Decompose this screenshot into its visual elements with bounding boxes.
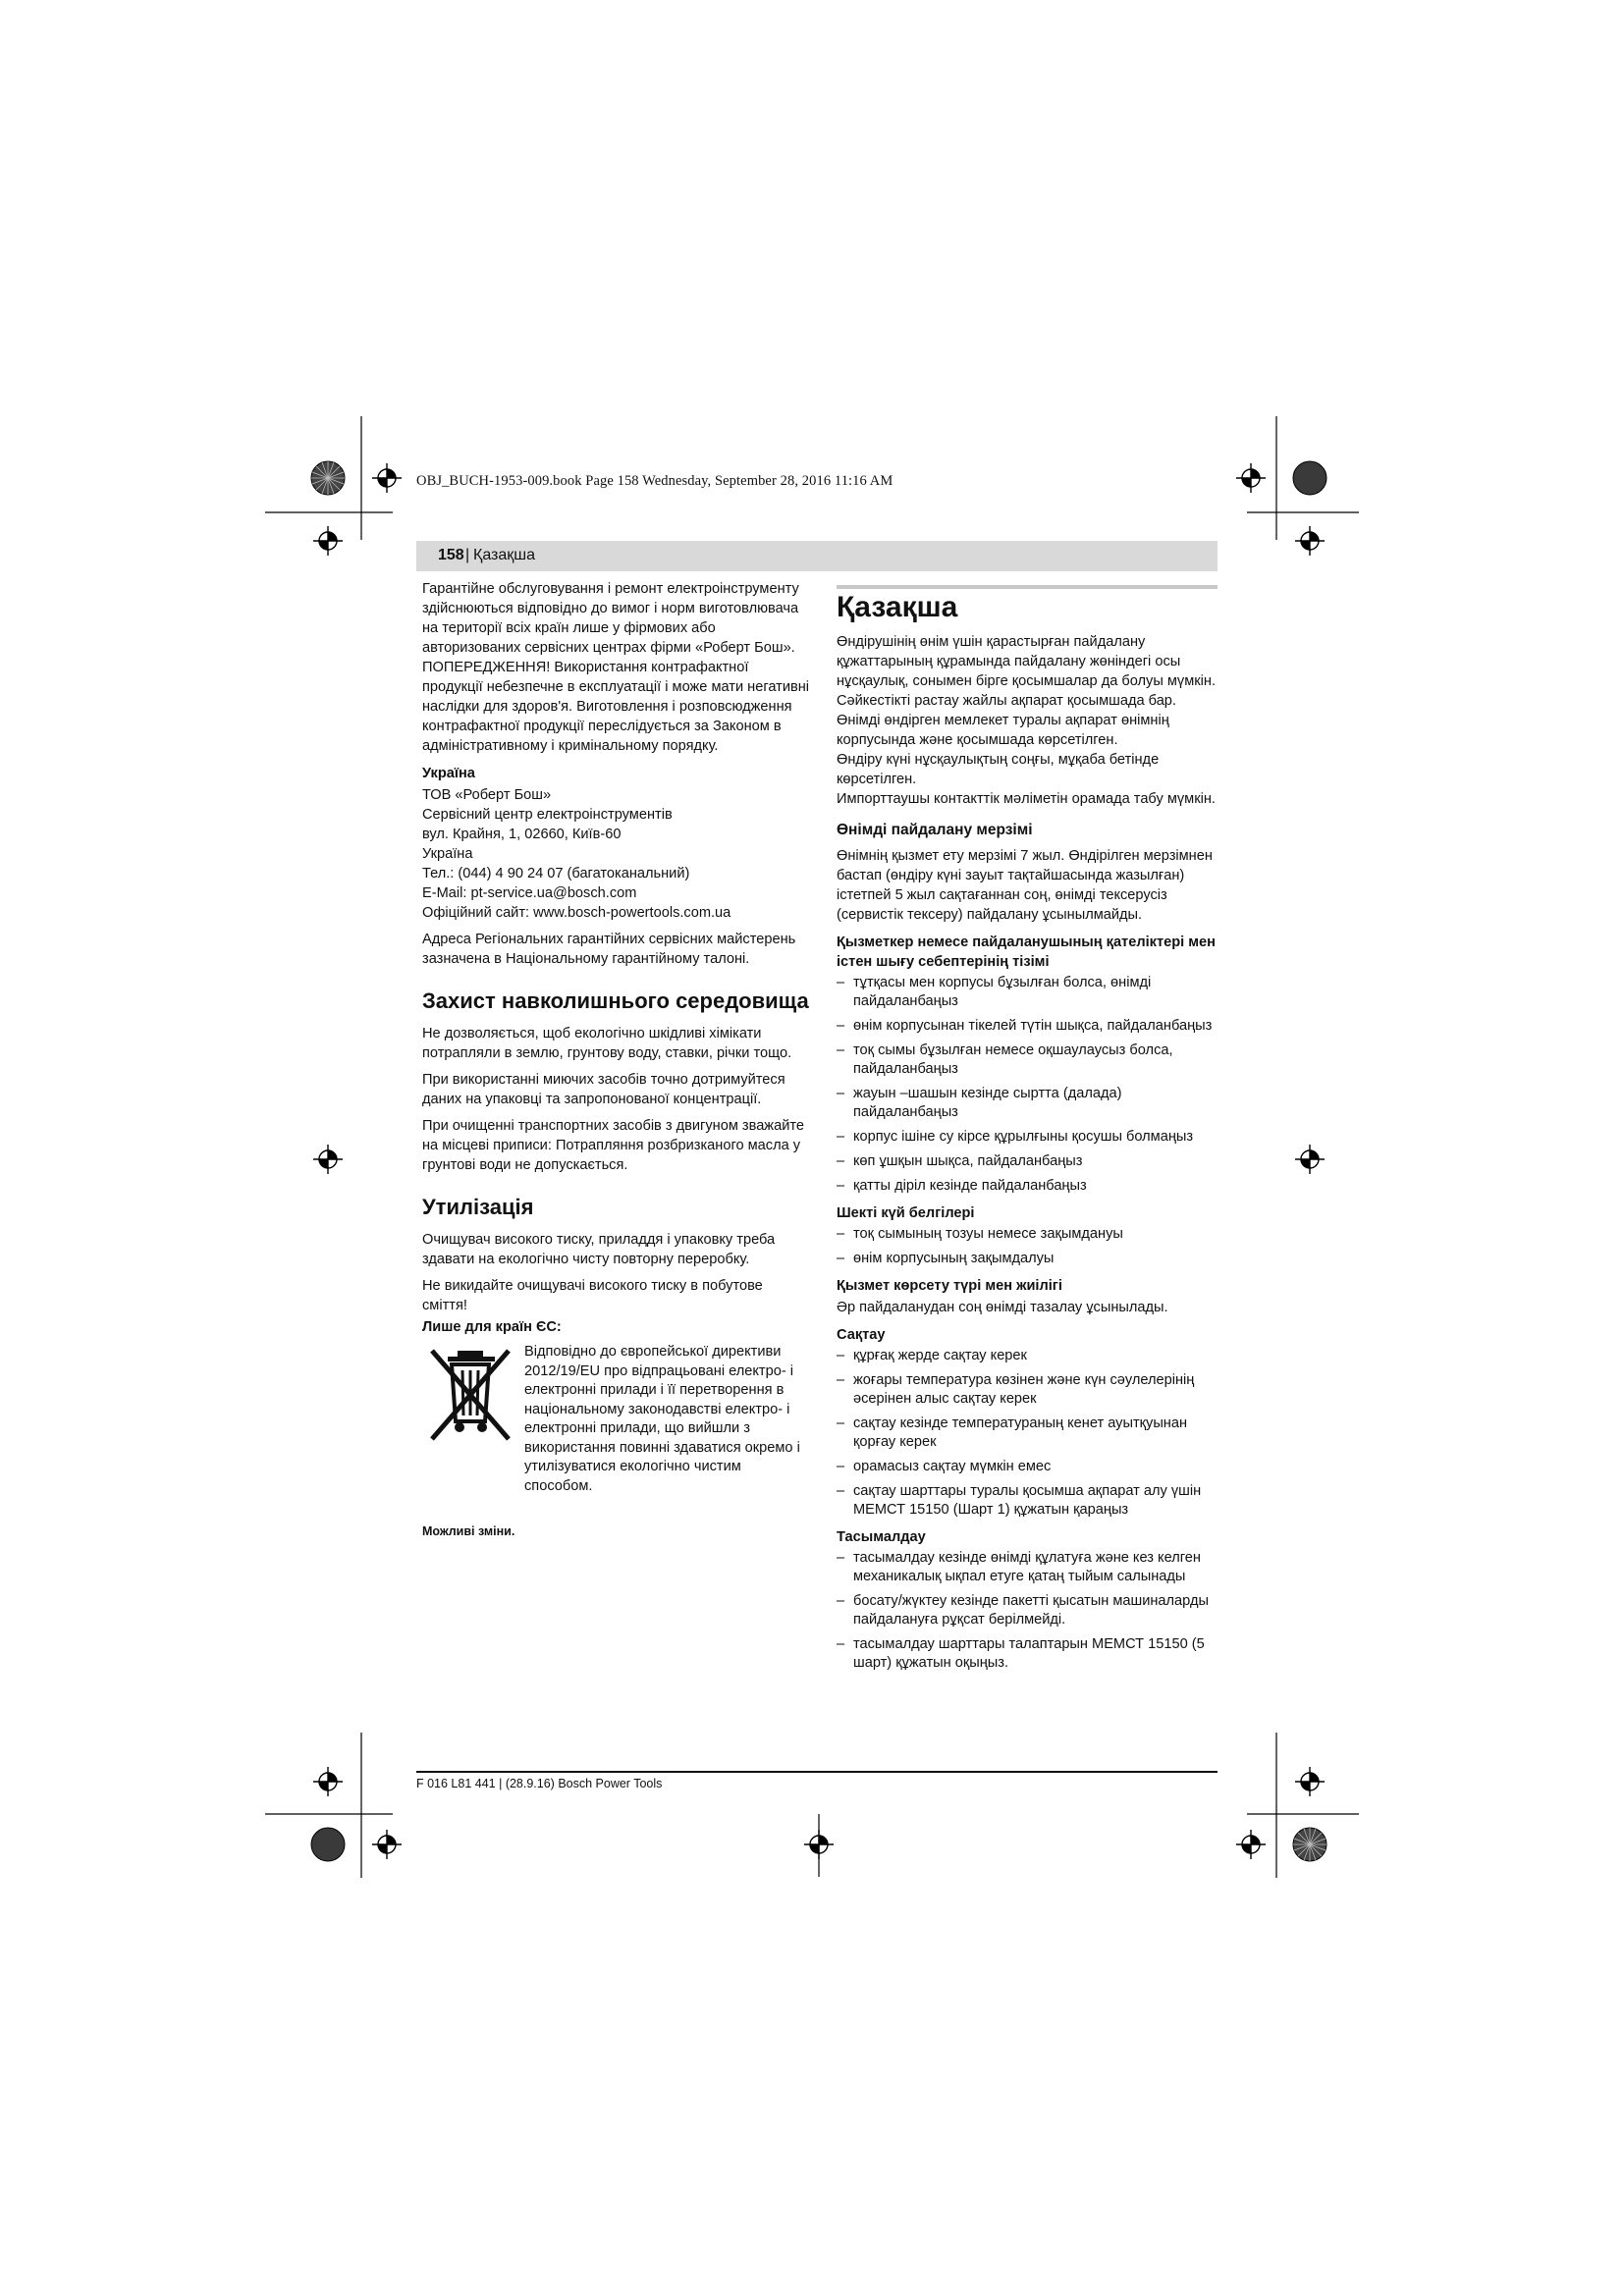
page-footer: F 016 L81 441 | (28.9.16) Bosch Power Tools xyxy=(416,1777,663,1790)
environment-paragraph: При використанні миючих засобів точно дотримуйтеся даних на упаковці та запропонованої концентрації. xyxy=(422,1072,785,1107)
environment-heading: Захист навколишнього середовища xyxy=(422,988,809,1013)
list-item: – жауын –шашын кезінде сыртта (далада) пайдаланбаңыз xyxy=(837,1086,1122,1120)
transport-heading: Тасымалдау xyxy=(837,1529,926,1545)
list-item: – корпус ішіне су кірсе құрылғыны қосушы болмаңыз xyxy=(837,1129,1194,1145)
address-line: E-Mail: pt-service.ua@bosch.com xyxy=(422,885,637,901)
list-item: – сақтау кезінде температураның кенет ауытқуынан қорғау керек xyxy=(837,1415,1188,1450)
faults-heading: Қызметкер немесе пайдаланушының қателіктері мен істен шығу себептерінің тізімі xyxy=(837,934,1216,970)
intro-line: Өндірушінің өнім үшін қарастырған пайдалану құжаттарының құрамында пайдалану жөніндегі осы нұсқаулық, сонымен бірге қосымшалар да болуы мүмкін. xyxy=(837,634,1216,689)
list-item: – тасымалдау шарттары талаптарын МЕМСТ 15150 (5 шарт) құжатын оқыңыз. xyxy=(837,1636,1205,1671)
list-item: – тұтқасы мен корпусы бұзылған болса, өнімді пайдаланбаңыз xyxy=(837,975,1152,1009)
print-slug: OBJ_BUCH-1953-009.book Page 158 Wednesday, September 28, 2016 11:16 AM xyxy=(416,473,893,489)
warranty-paragraph: Гарантійне обслуговування і ремонт електроінструменту здійснюються відповідно до вимог і норм виготовлювача на території всіх країн лише у фірмових або авторизованих сервісних центрах фірми «Роберт Бош». ПОПЕРЕДЖЕННЯ! Використання контрафактної продукції небезпечне в експлуатації і може мати негативні наслідки для здоров'я. Виготовлення і розповсюдження контрафактної продукції переслідується за Законом в адміністративному і кримінальному порядку. xyxy=(422,581,810,754)
list-item: – босату/жүктеу кезінде пакетті қысатын машиналарды пайдалануға рұқсат берілмейді. xyxy=(837,1593,1209,1628)
ukraine-heading: Україна xyxy=(422,766,475,781)
section-title: Қазақша xyxy=(837,591,958,623)
transport-list xyxy=(837,1549,1221,1673)
disposal-paragraph: Не викидайте очищувачі високого тиску в побутове сміття! xyxy=(422,1278,763,1313)
weee-block xyxy=(422,1343,810,1496)
page-number: 158 xyxy=(438,547,464,563)
weee-text: Відповідно до європейської директиви 2012/19/EU про відпрацьовані електро- і електронні прилади і її перетворення в національному законодавстві електро- і електронні прилади, що вийшли з використання повинні здаватися окремо і утилізуватися екологічно чистим способом. xyxy=(524,1344,800,1494)
address-line: Сервісний центр електроінструментів xyxy=(422,807,673,823)
eu-heading: Лише для країн ЄС: xyxy=(422,1319,562,1335)
list-item: – орамасыз сақтау мүмкін емес xyxy=(837,1459,1052,1474)
left-column xyxy=(422,579,810,1541)
changes-note: Можливі зміни. xyxy=(422,1524,515,1538)
service-type-heading: Қызмет көрсету түрі мен жиілігі xyxy=(837,1278,1062,1294)
list-item: – құрғақ жерде сақтау керек xyxy=(837,1348,1027,1363)
intro-line: Өндіру күні нұсқаулықтың соңғы, мұқаба бетінде көрсетілген. xyxy=(837,752,1160,787)
limit-states-heading: Шекті күй белгілері xyxy=(837,1205,975,1221)
footer-rule xyxy=(416,1771,1218,1773)
page-header xyxy=(416,541,1218,571)
address-line: Тел.: (044) 4 90 24 07 (багатоканальний) xyxy=(422,866,690,881)
service-type-paragraph: Әр пайдаланудан соң өнімді тазалау ұсынылады. xyxy=(837,1300,1168,1315)
list-item: – жоғары температура көзінен және күн сәулелерінің әсерінен алыс сақтау керек xyxy=(837,1372,1195,1407)
list-item: – тоқ сымы бұзылған немесе оқшаулаусыз болса, пайдаланбаңыз xyxy=(837,1042,1173,1077)
address-line: Україна xyxy=(422,846,473,862)
disposal-heading: Утилізація xyxy=(422,1195,534,1219)
limit-states-list xyxy=(837,1225,1221,1268)
address-line: ТОВ «Роберт Бош» xyxy=(422,787,552,803)
storage-list xyxy=(837,1347,1221,1520)
list-item: – көп ұшқын шықса, пайдаланбаңыз xyxy=(837,1153,1083,1169)
regional-paragraph: Адреса Регіональних гарантійних сервісних майстерень зазначена в Національному гарантійному талоні. xyxy=(422,932,796,967)
header-separator: | xyxy=(465,547,470,563)
address-line: Офіційний сайт: www.bosch-powertools.com.ua xyxy=(422,905,731,921)
environment-paragraph: При очищенні транспортних засобів з двигуном зважайте на місцеві приписи: Потрапляння розбризканого масла у грунтові води не допускається. xyxy=(422,1118,804,1173)
list-item: – тасымалдау кезінде өнімді құлатуға және кез келген механикалық ықпал етуге қатаң тыйым салынады xyxy=(837,1550,1201,1584)
crossed-bin-icon xyxy=(426,1345,518,1443)
right-column xyxy=(837,589,1221,1679)
list-item: – тоқ сымының тозуы немесе зақымдануы xyxy=(837,1226,1123,1242)
list-item: – өнім корпусының зақымдалуы xyxy=(837,1251,1055,1266)
header-section: Қазақша xyxy=(473,547,536,563)
service-life-paragraph: Өнімнің қызмет ету мерзімі 7 жыл. Өндірілген мерзімнен бастап (өндіру күні зауыт тақтайшасында жазылған) істетпей 5 жыл сақтағаннан соң, өнімді тексерусіз (сервистік тексеру) пайдалану ұсынылмайды. xyxy=(837,848,1213,923)
intro-block xyxy=(837,632,1221,809)
address-line: вул. Крайня, 1, 02660, Київ-60 xyxy=(422,827,622,842)
faults-list xyxy=(837,974,1221,1196)
intro-line: Сәйкестікті растау жайлы ақпарат қосымшада бар. xyxy=(837,693,1176,709)
intro-line: Импорттаушы контакттік мәліметін орамада табу мүмкін. xyxy=(837,791,1216,807)
environment-paragraph: Не дозволяється, щоб екологічно шкідливі хімікати потрапляли в землю, грунтову воду, ставки, річки тощо. xyxy=(422,1026,792,1061)
intro-line: Өнімді өндірген мемлекет туралы ақпарат өнімнің корпусында және қосымшада көрсетілген. xyxy=(837,713,1169,748)
list-item: – сақтау шарттары туралы қосымша ақпарат алу үшін МЕМСТ 15150 (Шарт 1) құжатын қараңыз xyxy=(837,1483,1202,1518)
list-item: – өнім корпусынан тікелей түтін шықса, пайдаланбаңыз xyxy=(837,1018,1213,1034)
address-block xyxy=(422,785,810,923)
list-item: – қатты діріл кезінде пайдаланбаңыз xyxy=(837,1178,1087,1194)
disposal-paragraph: Очищувач високого тиску, приладдя і упаковку треба здавати на екологічно чисту повторну переробку. xyxy=(422,1232,776,1267)
service-life-heading: Өнімді пайдалану мерзімі xyxy=(837,822,1033,838)
storage-heading: Сақтау xyxy=(837,1327,886,1343)
